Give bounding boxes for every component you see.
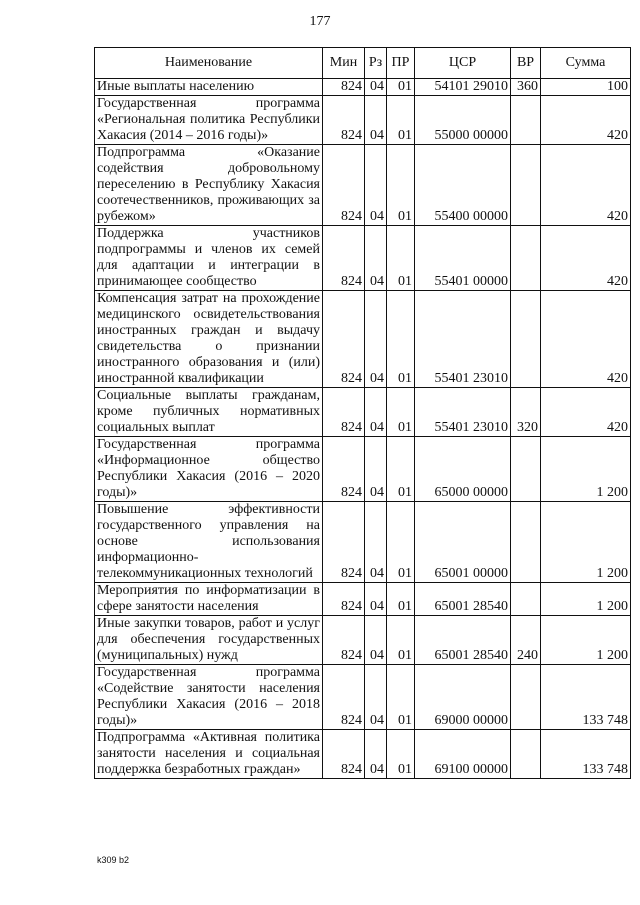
cell-pr: 01 <box>387 291 415 388</box>
cell-sum: 420 <box>541 226 631 291</box>
cell-min: 824 <box>323 96 365 145</box>
table-row <box>95 226 631 291</box>
cell-vr <box>511 291 541 388</box>
table-row <box>95 583 631 616</box>
cell-sum: 133 748 <box>541 665 631 730</box>
cell-pr: 01 <box>387 437 415 502</box>
cell-csr: 69000 00000 <box>415 665 511 730</box>
cell-pr: 01 <box>387 730 415 779</box>
header-name: Наименование <box>95 48 323 79</box>
table-header-row <box>95 48 631 79</box>
cell-sum: 420 <box>541 96 631 145</box>
cell-vr <box>511 96 541 145</box>
cell-sum: 420 <box>541 291 631 388</box>
cell-sum: 133 748 <box>541 730 631 779</box>
cell-pr: 01 <box>387 79 415 96</box>
cell-min: 824 <box>323 583 365 616</box>
cell-sum: 1 200 <box>541 502 631 583</box>
table-row <box>95 502 631 583</box>
table-row <box>95 616 631 665</box>
cell-pr: 01 <box>387 616 415 665</box>
table-row <box>95 145 631 226</box>
cell-vr: 360 <box>511 79 541 96</box>
cell-vr <box>511 730 541 779</box>
cell-name: Социальные выплаты гражданам, кроме публичных нормативных социальных выплат <box>95 388 323 437</box>
header-min: Мин <box>323 48 365 79</box>
cell-min: 824 <box>323 226 365 291</box>
cell-csr: 65000 00000 <box>415 437 511 502</box>
cell-pr: 01 <box>387 583 415 616</box>
cell-name: Иные закупки товаров, работ и услуг для обеспечения государственных (муниципальных) нужд <box>95 616 323 665</box>
cell-csr: 55401 23010 <box>415 291 511 388</box>
cell-name: Государственная программа «Региональная политика Республики Хакасия (2014 – 2016 годы)» <box>95 96 323 145</box>
cell-pr: 01 <box>387 502 415 583</box>
cell-name: Подпрограмма «Активная политика занятости населения и социальная поддержка безработных граждан» <box>95 730 323 779</box>
cell-pr: 01 <box>387 226 415 291</box>
cell-vr: 320 <box>511 388 541 437</box>
cell-sum: 100 <box>541 79 631 96</box>
cell-name: Государственная программа «Содействие занятости населения Республики Хакасия (2016 – 2018 годы)» <box>95 665 323 730</box>
cell-vr <box>511 502 541 583</box>
cell-csr: 55400 00000 <box>415 145 511 226</box>
table-body <box>95 79 631 779</box>
cell-pr: 01 <box>387 388 415 437</box>
cell-vr <box>511 145 541 226</box>
footer-code: k309 b2 <box>97 855 130 865</box>
cell-vr <box>511 437 541 502</box>
cell-min: 824 <box>323 79 365 96</box>
cell-pr: 01 <box>387 96 415 145</box>
cell-name: Мероприятия по информатизации в сфере занятости населения <box>95 583 323 616</box>
cell-csr: 65001 28540 <box>415 583 511 616</box>
header-sum: Сумма <box>541 48 631 79</box>
cell-name: Подпрограмма «Оказание содействия добровольному переселению в Республику Хакасия соотечественников, проживающих за рубежом» <box>95 145 323 226</box>
cell-csr: 54101 29010 <box>415 79 511 96</box>
cell-rz: 04 <box>365 226 387 291</box>
cell-sum: 1 200 <box>541 583 631 616</box>
cell-csr: 65001 28540 <box>415 616 511 665</box>
table-row <box>95 79 631 96</box>
cell-rz: 04 <box>365 437 387 502</box>
cell-csr: 55401 00000 <box>415 226 511 291</box>
cell-rz: 04 <box>365 388 387 437</box>
cell-rz: 04 <box>365 291 387 388</box>
cell-rz: 04 <box>365 145 387 226</box>
cell-sum: 420 <box>541 145 631 226</box>
cell-name: Иные выплаты населению <box>95 79 323 96</box>
cell-min: 824 <box>323 291 365 388</box>
cell-sum: 1 200 <box>541 437 631 502</box>
cell-vr <box>511 583 541 616</box>
cell-rz: 04 <box>365 730 387 779</box>
cell-pr: 01 <box>387 665 415 730</box>
cell-name: Компенсация затрат на прохождение медицинского освидетельствования иностранных граждан и выдачу свидетельства о признании иностранного образования и (или) иностранной квалификации <box>95 291 323 388</box>
cell-rz: 04 <box>365 502 387 583</box>
cell-min: 824 <box>323 616 365 665</box>
cell-vr <box>511 226 541 291</box>
cell-rz: 04 <box>365 79 387 96</box>
cell-rz: 04 <box>365 96 387 145</box>
header-csr: ЦСР <box>415 48 511 79</box>
cell-min: 824 <box>323 730 365 779</box>
cell-sum: 420 <box>541 388 631 437</box>
header-vr: ВР <box>511 48 541 79</box>
cell-vr <box>511 665 541 730</box>
cell-name: Государственная программа «Информационное общество Республики Хакасия (2016 – 2020 годы)» <box>95 437 323 502</box>
cell-min: 824 <box>323 502 365 583</box>
cell-csr: 55401 23010 <box>415 388 511 437</box>
cell-csr: 55000 00000 <box>415 96 511 145</box>
page-number: 177 <box>309 14 331 29</box>
table-row <box>95 388 631 437</box>
cell-rz: 04 <box>365 583 387 616</box>
cell-min: 824 <box>323 437 365 502</box>
header-rz: Рз <box>365 48 387 79</box>
table-row <box>95 96 631 145</box>
cell-csr: 69100 00000 <box>415 730 511 779</box>
table-row <box>95 291 631 388</box>
table-row <box>95 730 631 779</box>
table-row <box>95 665 631 730</box>
cell-rz: 04 <box>365 616 387 665</box>
cell-vr: 240 <box>511 616 541 665</box>
cell-name: Поддержка участников подпрограммы и членов их семей для адаптации и интеграции в принимающее сообщество <box>95 226 323 291</box>
table-row <box>95 437 631 502</box>
budget-table <box>94 47 631 779</box>
header-pr: ПР <box>387 48 415 79</box>
cell-pr: 01 <box>387 145 415 226</box>
cell-min: 824 <box>323 388 365 437</box>
cell-csr: 65001 00000 <box>415 502 511 583</box>
cell-min: 824 <box>323 145 365 226</box>
cell-name: Повышение эффективности государственного управления на основе использования информационно-телекоммуникационных технологий <box>95 502 323 583</box>
cell-rz: 04 <box>365 665 387 730</box>
cell-sum: 1 200 <box>541 616 631 665</box>
cell-min: 824 <box>323 665 365 730</box>
